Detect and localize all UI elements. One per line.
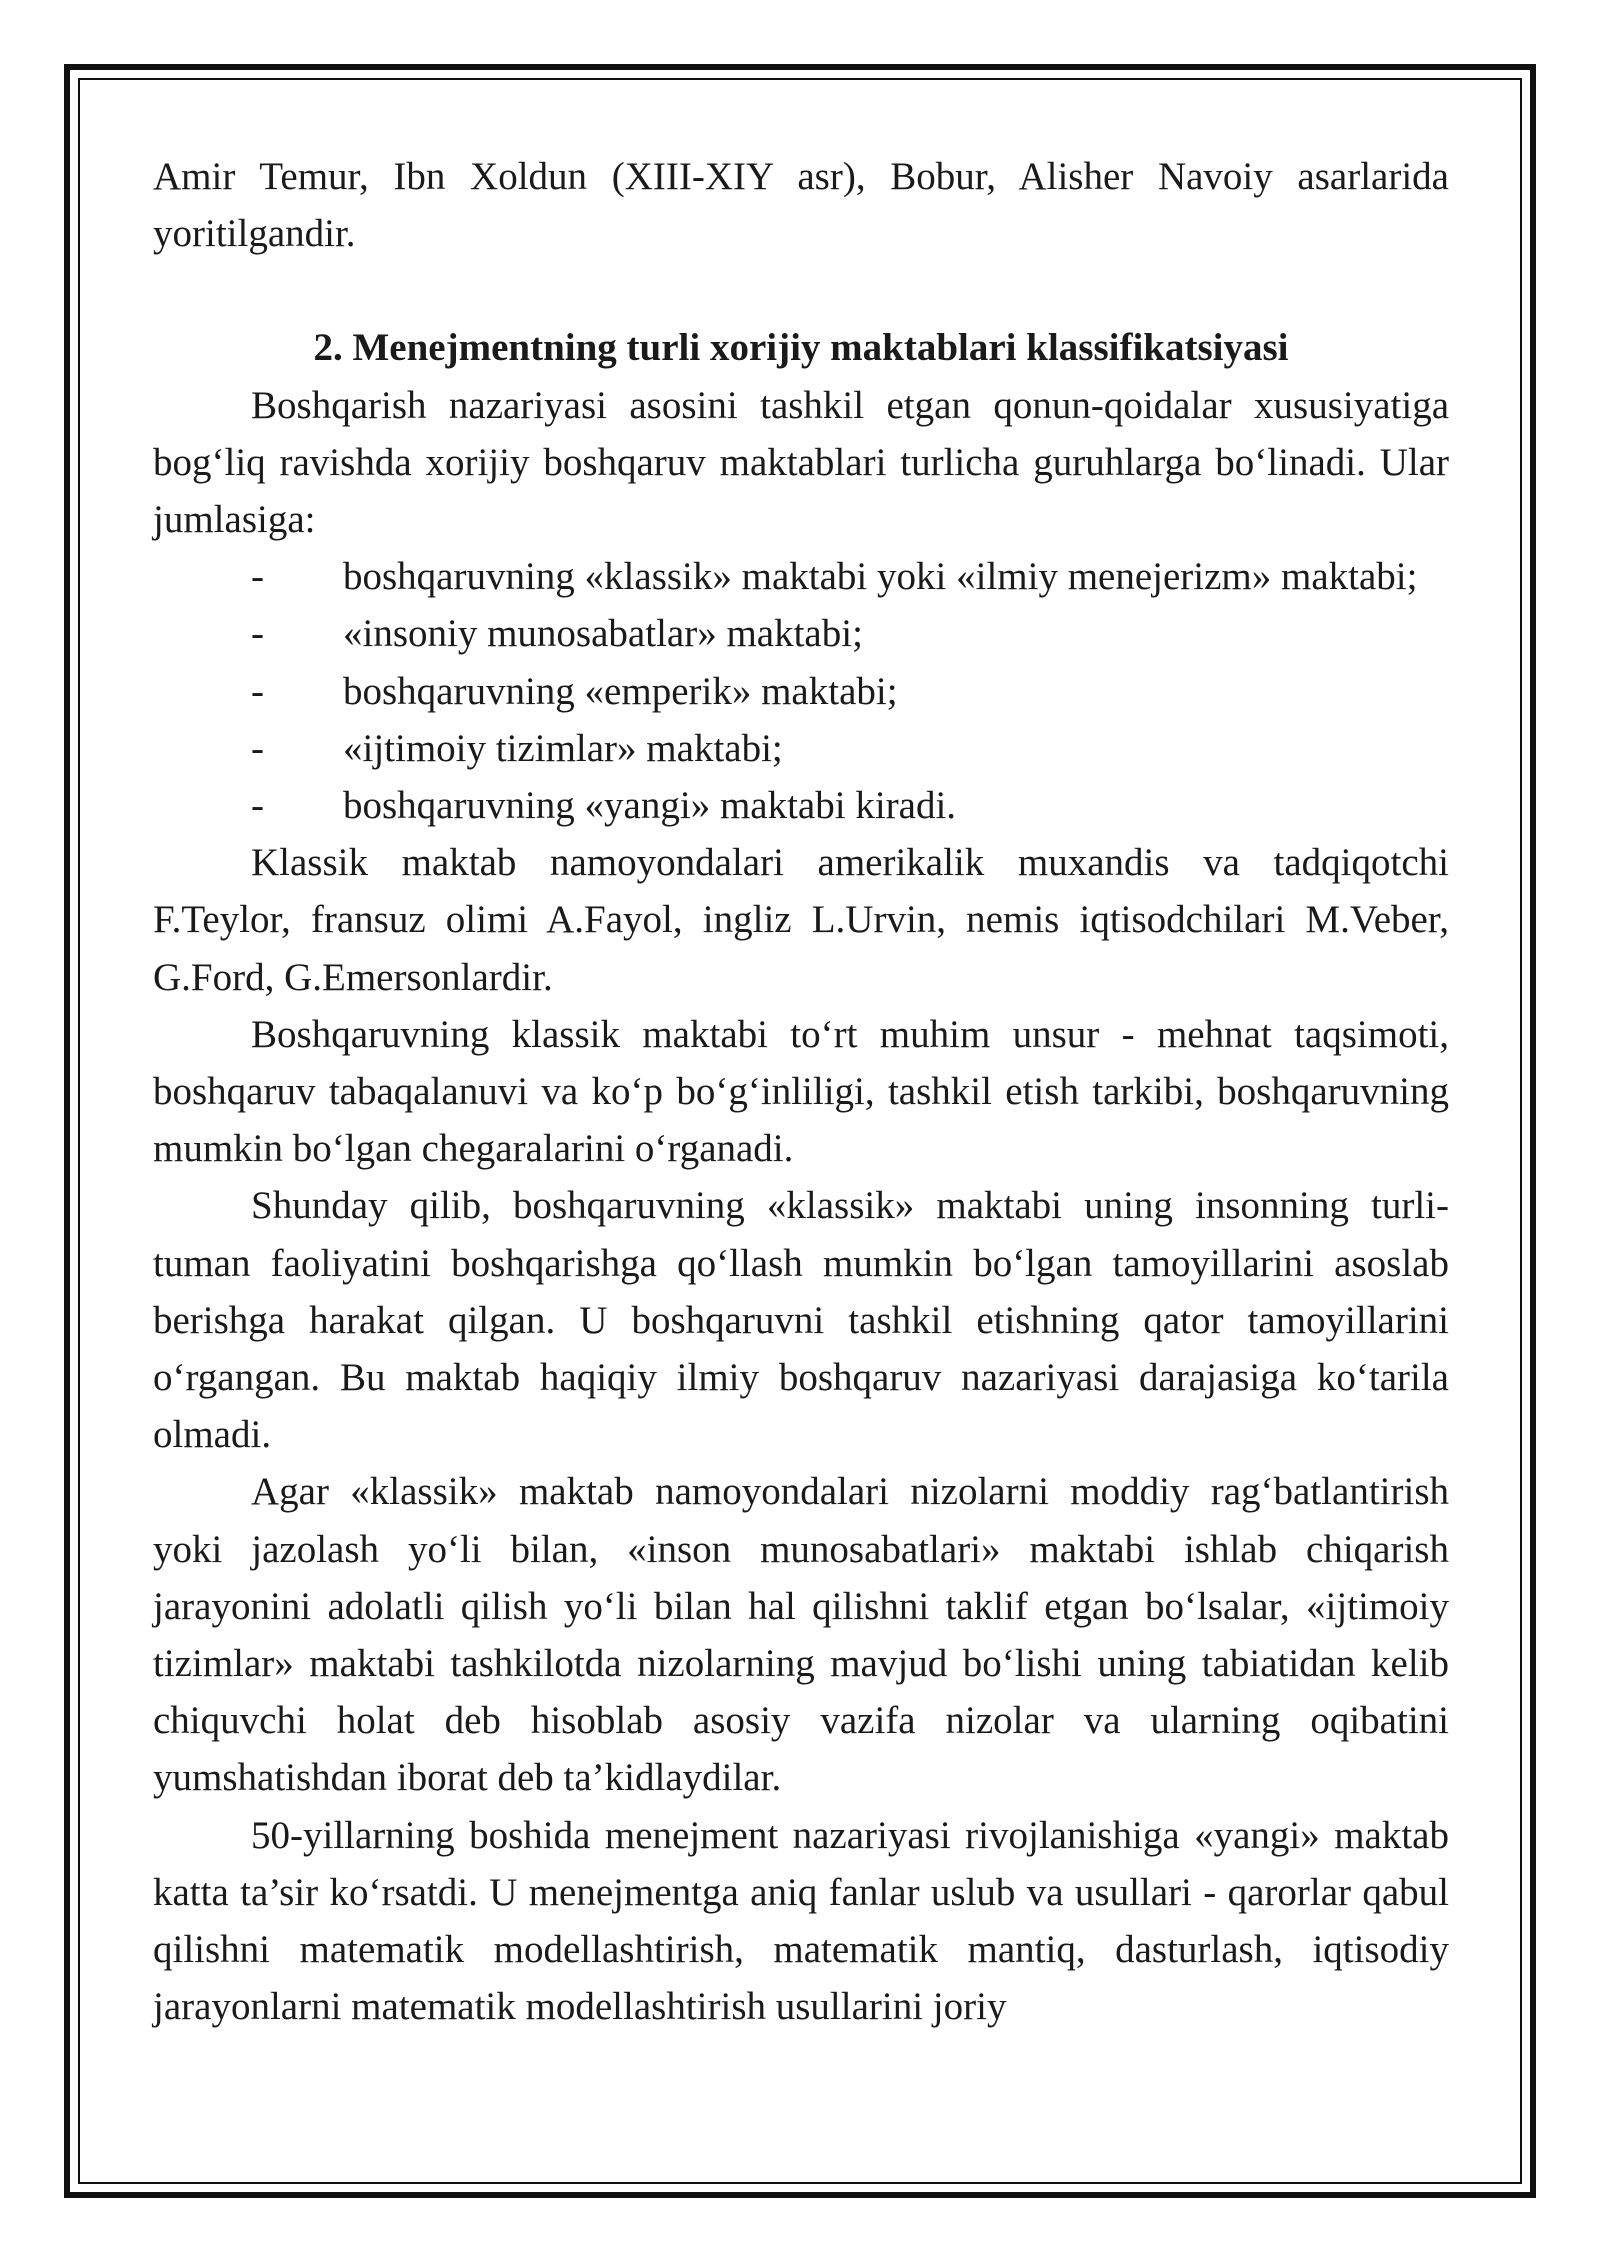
- list-item-text: «insoniy munosabatlar» maktabi;: [343, 612, 863, 656]
- paragraph-4: Shunday qilib, boshqaruvning «klassik» maktabi uning insonning turli-tuman faoliyatini boshqarishga qo‘llash mumkin bo‘lgan tamoyillarini asoslab berishga harakat qilgan. U boshqaruvni tashkil etishning qator tamoyillarini o‘rgangan. Bu maktab haqiqiy ilmiy boshqaruv nazariyasi darajasiga ko‘tarila olmadi.: [153, 1184, 1449, 1457]
- paragraph-3: Boshqaruvning klassik maktabi to‘rt muhim unsur - mehnat taqsimoti, boshqaruv tabaqalanuvi va ko‘p bo‘g‘inliligi, tashkil etish tarkibi, boshqaruvning mumkin bo‘lgan chegaralarini o‘rganadi.: [153, 1012, 1449, 1171]
- list-dash: -: [251, 784, 264, 828]
- list-item: [153, 548, 1449, 605]
- list-item-text: boshqaruvning «emperik» maktabi;: [343, 669, 898, 713]
- paragraph-2: Klassik maktab namoyondalari amerikalik muxandis va tadqiqotchi F.Teylor, fransuz olimi A.Fayol, ingliz L.Urvin, nemis iqtisodchilari M.Veber, G.Ford, G.Emersonlardir.: [153, 841, 1449, 999]
- blank-line: [153, 262, 1449, 319]
- list-item: [153, 720, 1449, 777]
- list-item-text: boshqaruvning «yangi» maktabi kiradi.: [343, 784, 957, 828]
- list-item-text: «ijtimoiy tizimlar» maktabi;: [343, 726, 783, 770]
- intro-paragraph: Amir Temur, Ibn Xoldun (XIII-XIY asr), Bobur, Alisher Navoiy asarlarida yoritilgandir.: [153, 155, 1449, 256]
- list-item: [153, 605, 1449, 662]
- list-dash: -: [251, 612, 264, 656]
- section-heading: 2. Menejmentning turli xorijiy maktablari klassifikatsiyasi: [313, 326, 1289, 370]
- paragraph-5: Agar «klassik» maktab namoyondalari nizolarni moddiy rag‘batlantirish yoki jazolash yo‘li bilan, «inson munosabatlari» maktabi ishlab chiqarish jarayonini adolatli qilish yo‘li bilan hal qilishni taklif etgan bo‘lsalar, «ijtimoiy tizimlar» maktabi tashkilotda nizolarning mavjud bo‘lishi uning tabiatidan kelib chiquvchi holat deb hisoblab asosiy vazifa nizolar va ularning oqibatini yumshatishdan iborat deb ta’kidlaydilar.: [153, 1470, 1449, 1800]
- document-body: [153, 148, 1449, 2036]
- school-list: [153, 548, 1449, 834]
- list-item: [153, 663, 1449, 720]
- list-item-text: boshqaruvning «klassik» maktabi yoki «ilmiy menejerizm» maktabi;: [343, 555, 1418, 599]
- list-dash: -: [251, 555, 264, 599]
- paragraph-6: 50-yillarning boshida menejment nazariyasi rivojlanishiga «yangi» maktab katta ta’sir ko‘rsatdi. U menejmentga aniq fanlar uslub va usullari - qarorlar qabul qilishni matematik modellashtirish, matematik mantiq, dasturlash, iqtisodiy jarayonlarni matematik modellashtirish usullarini joriy: [153, 1813, 1449, 2029]
- list-dash: -: [251, 726, 264, 770]
- list-item: [153, 777, 1449, 834]
- paragraph-1: Boshqarish nazariyasi asosini tashkil etgan qonun-qoidalar xususiyatiga bog‘liq ravishda xorijiy boshqaruv maktablari turlicha guruhlarga bo‘linadi. Ular jumlasiga:: [153, 383, 1449, 542]
- list-dash: -: [251, 669, 264, 713]
